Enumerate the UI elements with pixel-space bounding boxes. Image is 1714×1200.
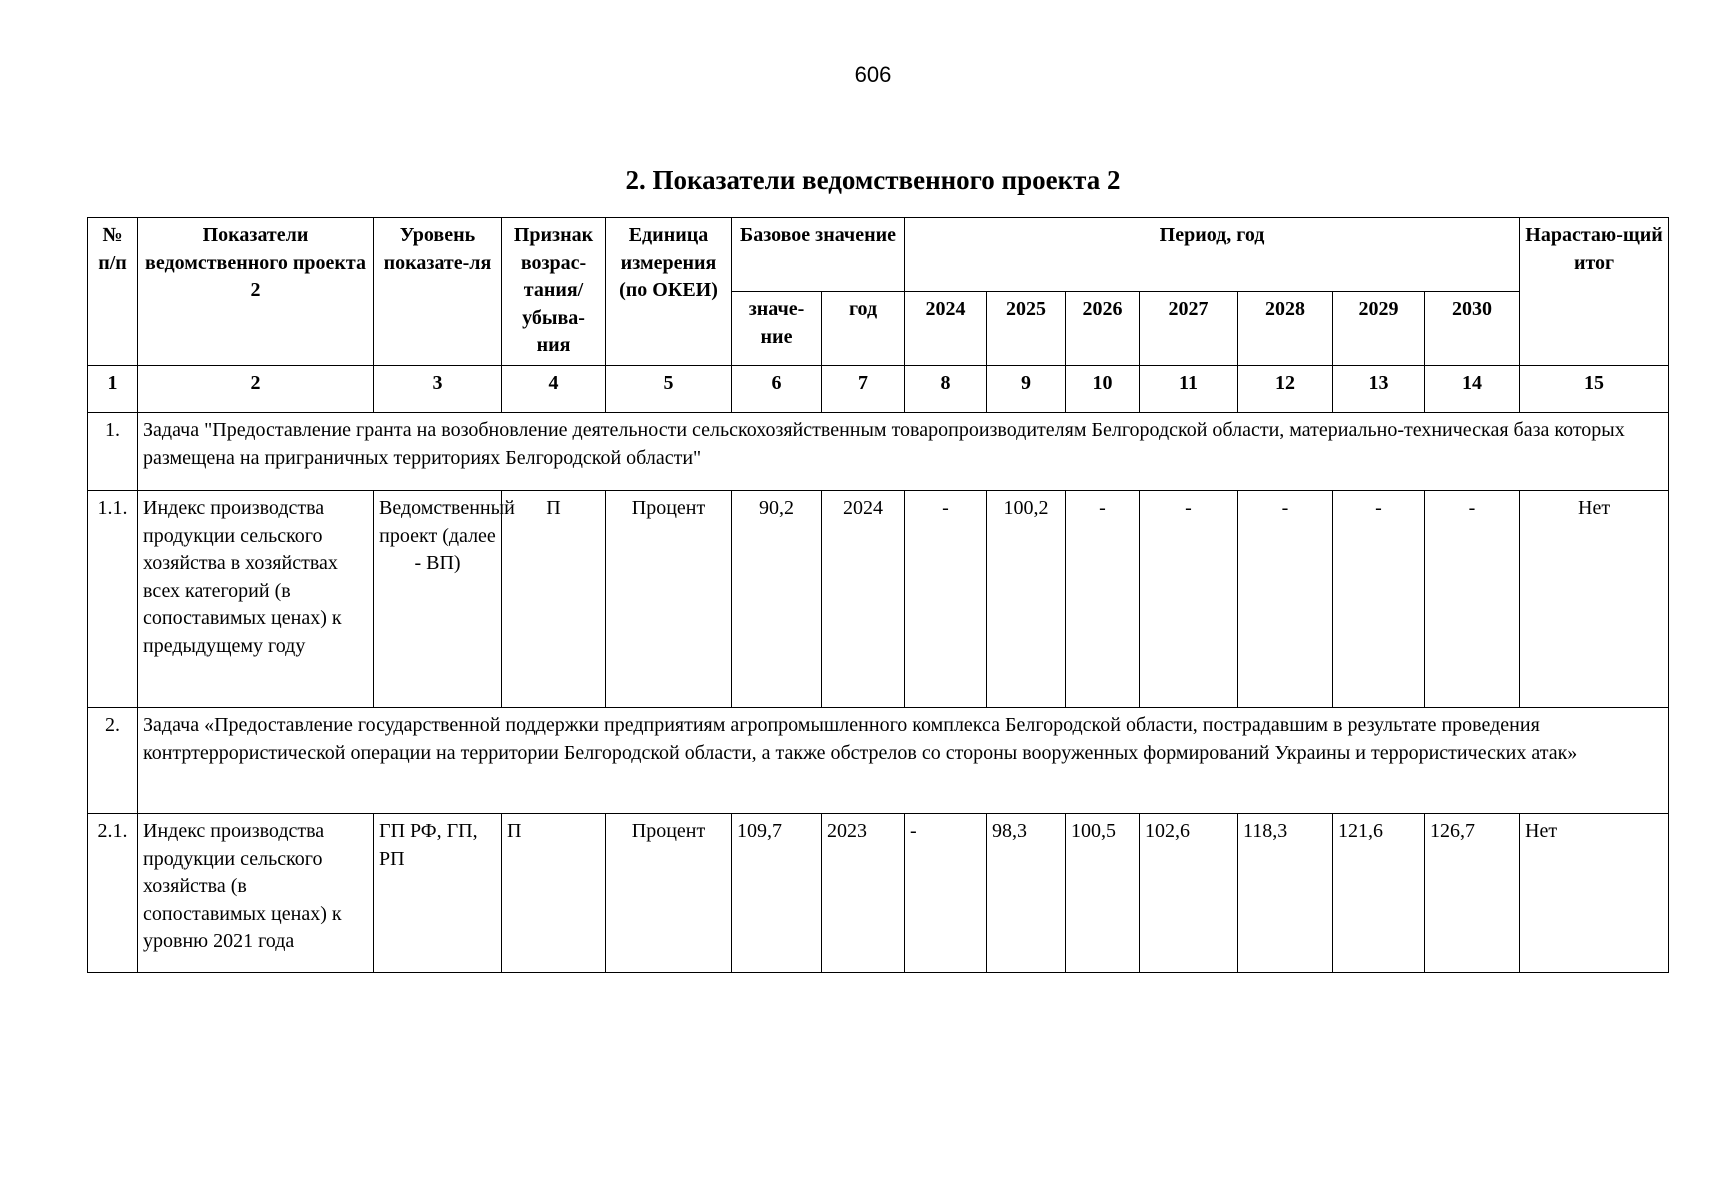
indicator-unit: Процент [606, 814, 732, 973]
task-text: Задача "Предоставление гранта на возобновление деятельности сельскохозяйственным товаропроизводителям Белгородской области, материально-техническая база которых размещена на приграничных территориях Белгородской области" [138, 413, 1669, 491]
header-year: 2030 [1425, 292, 1520, 366]
year-value: - [905, 814, 987, 973]
base-year: 2023 [822, 814, 905, 973]
header-indicator: Показатели ведомственного проекта 2 [138, 218, 374, 366]
year-value: 118,3 [1238, 814, 1333, 973]
year-value: - [1238, 491, 1333, 708]
base-value: 90,2 [732, 491, 822, 708]
indicator-sign: П [502, 491, 606, 708]
header-year: 2026 [1066, 292, 1140, 366]
header-year: 2025 [987, 292, 1066, 366]
header-level: Уровень показате-ля [374, 218, 502, 366]
year-value: - [1140, 491, 1238, 708]
column-number: 12 [1238, 366, 1333, 413]
column-number: 9 [987, 366, 1066, 413]
column-number: 10 [1066, 366, 1140, 413]
cumulative-total: Нет [1520, 814, 1669, 973]
header-year: 2028 [1238, 292, 1333, 366]
task-row [88, 708, 1669, 814]
year-value: - [1333, 491, 1425, 708]
year-value: 102,6 [1140, 814, 1238, 973]
column-number: 4 [502, 366, 606, 413]
header-base: Базовое значение [732, 218, 905, 292]
column-number: 6 [732, 366, 822, 413]
header-base-value: значе-ние [732, 292, 822, 366]
column-number: 1 [88, 366, 138, 413]
year-value: 100,5 [1066, 814, 1140, 973]
indicator-row [88, 814, 1669, 973]
indicators-table [87, 217, 1669, 973]
header-cumulative: Нарастаю-щий итог [1520, 218, 1669, 366]
column-number: 8 [905, 366, 987, 413]
header-sign: Признак возрас-тания/ убыва-ния [502, 218, 606, 366]
header-unit: Единица измерения (по ОКЕИ) [606, 218, 732, 366]
header-base-year: год [822, 292, 905, 366]
base-year: 2024 [822, 491, 905, 708]
column-number: 11 [1140, 366, 1238, 413]
header-period: Период, год [905, 218, 1520, 292]
task-number: 2. [88, 708, 138, 814]
column-number: 14 [1425, 366, 1520, 413]
indicator-name: Индекс производства продукции сельского хозяйства (в сопоставимых ценах) к уровню 2021 года [138, 814, 374, 973]
header-year: 2029 [1333, 292, 1425, 366]
header-num: № п/п [88, 218, 138, 366]
header-year: 2024 [905, 292, 987, 366]
column-number: 5 [606, 366, 732, 413]
indicator-level: Ведомственный проект (далее - ВП) [374, 491, 502, 708]
header-year: 2027 [1140, 292, 1238, 366]
task-number: 1. [88, 413, 138, 491]
indicator-unit: Процент [606, 491, 732, 708]
indicator-number: 1.1. [88, 491, 138, 708]
indicator-level: ГП РФ, ГП, РП [374, 814, 502, 973]
year-value: 98,3 [987, 814, 1066, 973]
header-row-top [88, 218, 1669, 292]
column-number: 7 [822, 366, 905, 413]
indicator-row [88, 491, 1669, 708]
year-value: 121,6 [1333, 814, 1425, 973]
column-number-row [88, 366, 1669, 413]
year-value: - [1066, 491, 1140, 708]
year-value: 126,7 [1425, 814, 1520, 973]
indicator-name: Индекс производства продукции сельского хозяйства в хозяйствах всех категорий (в сопоставимых ценах) к предыдущему году [138, 491, 374, 708]
section-title: 2. Показатели ведомственного проекта 2 [625, 165, 1121, 195]
base-value: 109,7 [732, 814, 822, 973]
task-row [88, 413, 1669, 491]
page-number: 606 [854, 62, 892, 87]
cumulative-total: Нет [1520, 491, 1669, 708]
task-text: Задача «Предоставление государственной поддержки предприятиям агропромышленного комплекса Белгородской области, пострадавшим в результате проведения контртеррористической операции на территории Белгородской области, а также обстрелов со стороны вооруженных формирований Украины и террористических атак» [138, 708, 1669, 814]
column-number: 15 [1520, 366, 1669, 413]
column-number: 3 [374, 366, 502, 413]
column-number: 2 [138, 366, 374, 413]
year-value: - [905, 491, 987, 708]
indicator-number: 2.1. [88, 814, 138, 973]
year-value: 100,2 [987, 491, 1066, 708]
year-value: - [1425, 491, 1520, 708]
column-number: 13 [1333, 366, 1425, 413]
indicator-sign: П [502, 814, 606, 973]
